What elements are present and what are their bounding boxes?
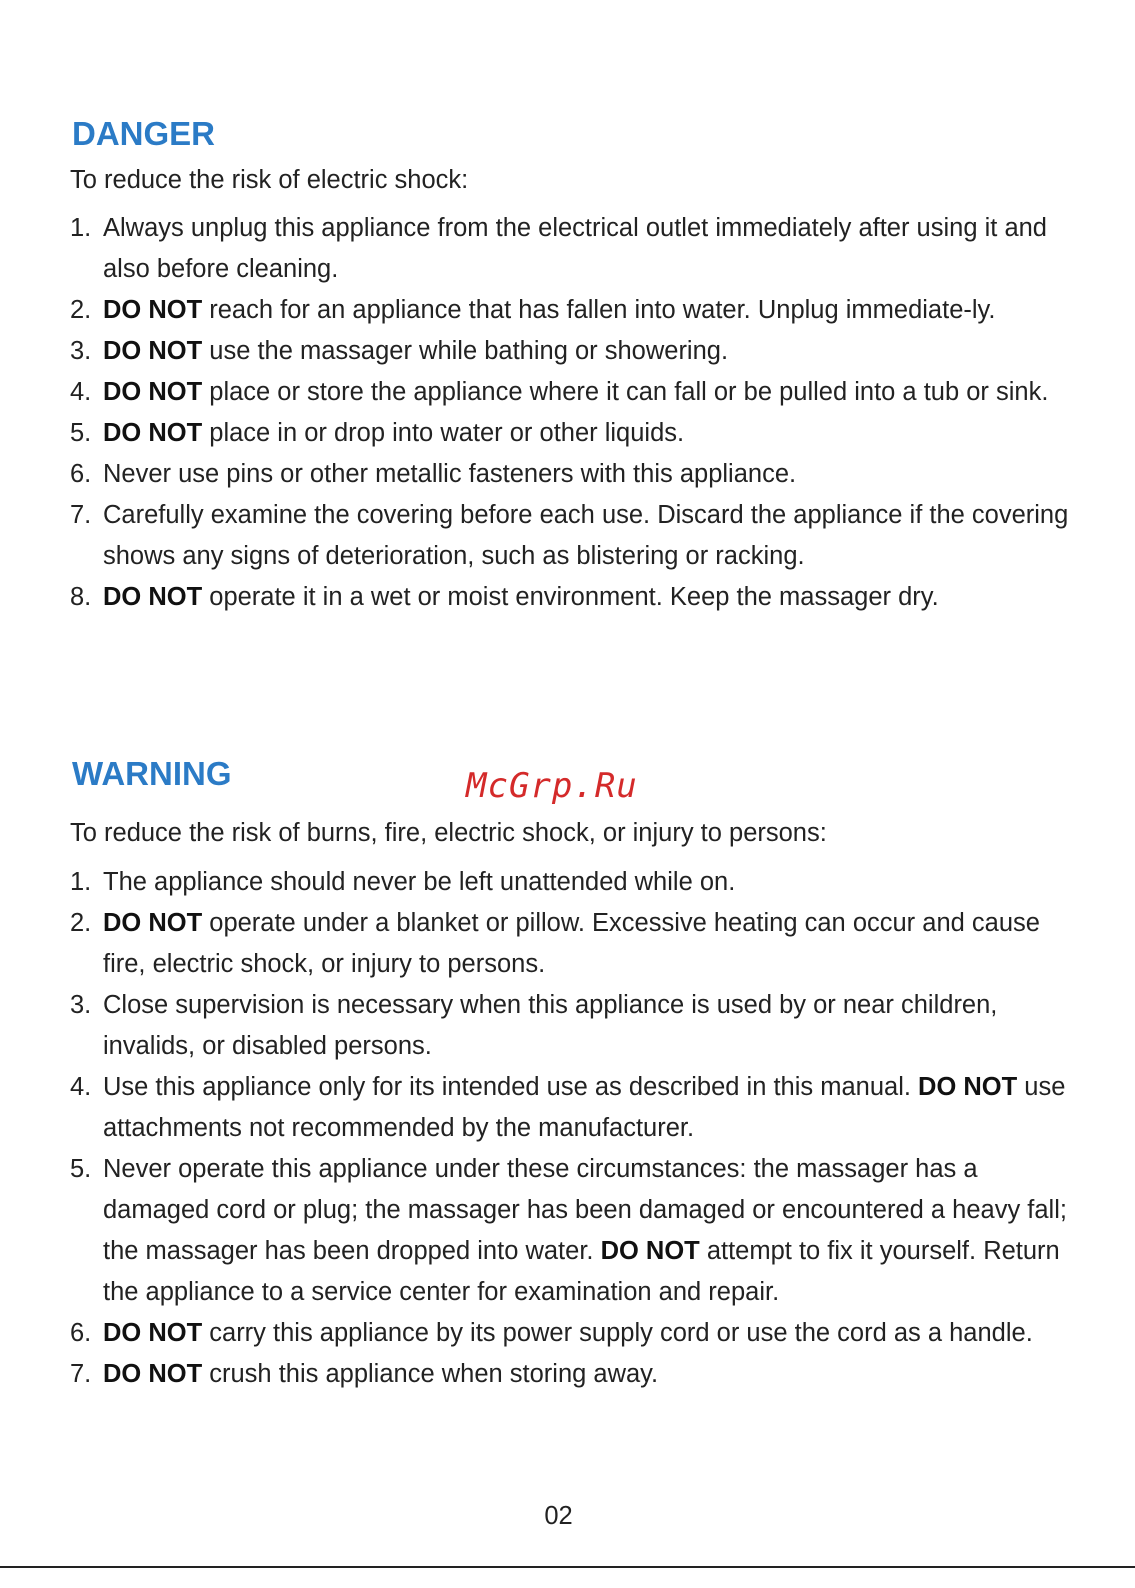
item-number: 1. [70, 214, 92, 242]
list-item [70, 495, 1070, 577]
item-number: 2. [70, 296, 92, 324]
item-number: 4. [70, 378, 92, 406]
list-item [70, 1313, 1070, 1354]
warning-heading: WARNING [72, 755, 232, 792]
list-item [70, 331, 1070, 372]
item-number: 3. [70, 991, 92, 1019]
item-number: 7. [70, 501, 92, 529]
page-number: 02 [544, 1502, 573, 1530]
list-item [70, 290, 1070, 331]
warning-list [70, 862, 1070, 1395]
item-text: place or store the appliance where it can fall or be pulled into a tub or sink. [202, 378, 1049, 406]
item-text: Never operate this appliance under these circumstances: the massager has a damaged cord or plug; the massager has been damaged or encountered a heavy fall; the massager has been dropped into water. [103, 1155, 1067, 1265]
list-item [70, 454, 1070, 495]
item-text: Close supervision is necessary when this appliance is used by or near children, invalids, or disabled persons. [103, 991, 998, 1060]
item-emphasis: DO NOT [103, 583, 203, 611]
item-text: operate it in a wet or moist environment. Keep the massager dry. [202, 583, 939, 611]
item-text: Use this appliance only for its intended use as described in this manual. [103, 1073, 919, 1101]
item-number: 1. [70, 868, 92, 896]
item-text: operate under a blanket or pillow. Excessive heating can occur and cause fire, electric shock, or injury to persons. [103, 909, 1040, 978]
item-text: carry this appliance by its power supply cord or use the cord as a handle. [202, 1319, 1033, 1347]
item-number: 7. [70, 1360, 92, 1388]
item-emphasis: DO NOT [918, 1073, 1018, 1101]
item-emphasis: DO NOT [600, 1237, 700, 1265]
list-item [70, 372, 1070, 413]
item-emphasis: DO NOT [103, 1360, 203, 1388]
item-emphasis: DO NOT [103, 378, 203, 406]
item-number: 6. [70, 460, 92, 488]
danger-intro: To reduce the risk of electric shock: [70, 166, 469, 194]
danger-heading: DANGER [72, 115, 216, 152]
list-item [70, 862, 1070, 903]
item-text: place in or drop into water or other liquids. [202, 419, 685, 447]
item-text: use attachments not recommended by the manufacturer. [103, 1073, 1066, 1142]
item-number: 8. [70, 583, 92, 611]
list-item [70, 1067, 1070, 1149]
item-text: crush this appliance when storing away. [202, 1360, 659, 1388]
list-item [70, 577, 1070, 618]
list-item [70, 1354, 1070, 1395]
list-item [70, 1149, 1070, 1313]
item-text: Carefully examine the covering before each use. Discard the appliance if the covering shows any signs of deterioration, such as blistering or racking. [103, 501, 1069, 570]
item-text: The appliance should never be left unattended while on. [103, 868, 736, 896]
item-emphasis: DO NOT [103, 1319, 203, 1347]
item-text: use the massager while bathing or showering. [202, 337, 729, 365]
danger-list [70, 208, 1070, 618]
watermark-logo[interactable]: McGrp.Ru [466, 766, 638, 806]
item-text: Never use pins or other metallic fasteners with this appliance. [103, 460, 797, 488]
item-number: 6. [70, 1319, 92, 1347]
item-emphasis: DO NOT [103, 419, 203, 447]
item-emphasis: DO NOT [103, 296, 203, 324]
list-item [70, 208, 1070, 290]
warning-intro: To reduce the risk of burns, fire, electric shock, or injury to persons: [70, 819, 827, 847]
item-emphasis: DO NOT [103, 337, 203, 365]
item-number: 4. [70, 1073, 92, 1101]
list-item [70, 985, 1070, 1067]
item-text: Always unplug this appliance from the electrical outlet immediately after using it and also before cleaning. [103, 214, 1047, 283]
item-number: 3. [70, 337, 92, 365]
item-text: attempt to fix it yourself. Return the appliance to a service center for examination and repair. [103, 1237, 1060, 1306]
item-number: 5. [70, 419, 92, 447]
bottom-rule [0, 1566, 1135, 1568]
item-text: reach for an appliance that has fallen into water. Unplug immediate-ly. [202, 296, 996, 324]
item-number: 2. [70, 909, 92, 937]
list-item [70, 413, 1070, 454]
item-number: 5. [70, 1155, 92, 1183]
item-emphasis: DO NOT [103, 909, 203, 937]
list-item [70, 903, 1070, 985]
